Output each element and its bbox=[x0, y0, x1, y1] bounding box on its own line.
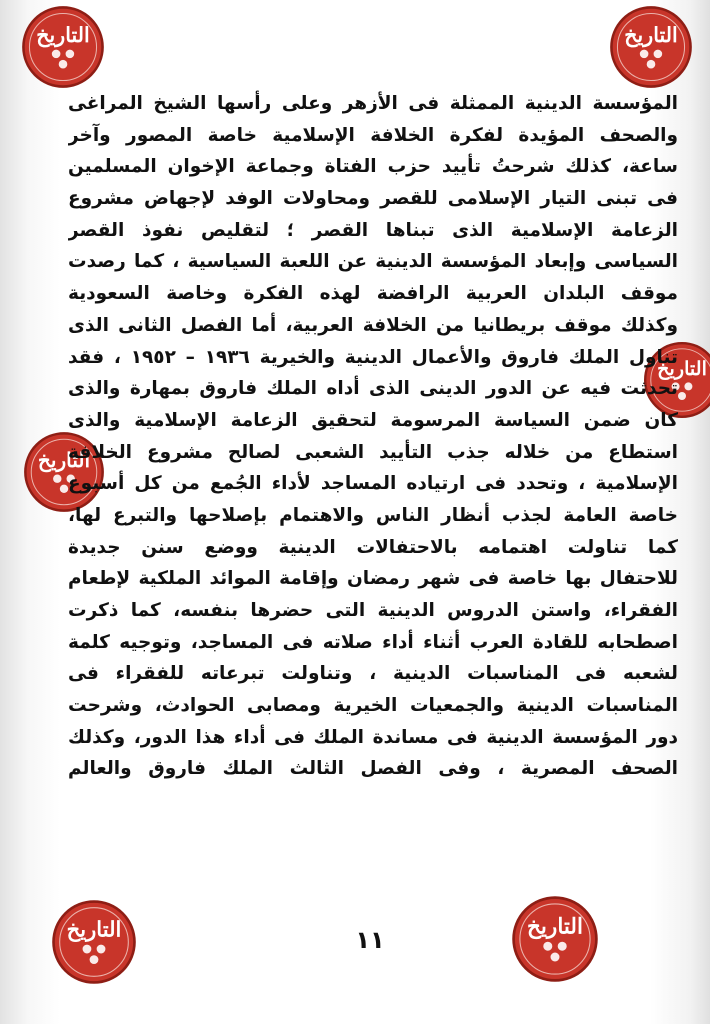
watermark-stamp-icon bbox=[20, 4, 106, 90]
watermark-stamp-icon bbox=[50, 898, 138, 986]
svg-text:التاريخ: التاريخ bbox=[36, 22, 90, 47]
svg-text:التاريخ: التاريخ bbox=[66, 916, 122, 942]
text-line: دور المؤسسة الدينية فى مساندة الملك فى أداء هذا الدور، وكذلك bbox=[68, 726, 678, 748]
text-line: والصحف المؤيدة لفكرة الخلافة الإسلامية خاصة المصور وآخر bbox=[68, 124, 678, 146]
svg-text:التاريخ: التاريخ bbox=[37, 447, 91, 472]
text-line: المؤسسة الدينية الممثلة فى الأزهر وعلى رأسها الشيخ المراغى bbox=[68, 93, 678, 114]
text-line: الفقراء، واستن الدروس الدينية التى حضرها بنفسه، كما ذكرت bbox=[68, 600, 678, 621]
text-line: تناول الملك فاروق والأعمال الدينية والخيرية ١٩٣٦ – ١٩٥٢ ، فقد bbox=[68, 346, 678, 368]
svg-text:التاريخ: التاريخ bbox=[526, 914, 584, 940]
svg-text:التاريخ: التاريخ bbox=[657, 357, 707, 381]
text-line: فى تبنى التيار الإسلامى للقصر ومحاولات الوفد لإجهاض مشروع bbox=[68, 188, 678, 210]
text-line: ساعة، كذلك شرحتُ تأييد حزب الفتاة وجماعة الإخوان المسلمين bbox=[68, 156, 678, 178]
page-number: ١١ bbox=[355, 926, 385, 954]
watermark-stamp-graphic bbox=[608, 4, 694, 90]
text-line: كما تناولت اهتمامه بالاحتفالات الدينية ووضع سنن جديدة bbox=[68, 536, 678, 558]
text-line: وكذلك موقف بريطانيا من الخلافة العربية، أما الفصل الثانى الذى bbox=[68, 314, 678, 336]
text-line: تحدثت فيه عن الدور الدينى الذى أداه الملك فاروق بمهارة والذى bbox=[68, 378, 678, 400]
text-line: موقف البلدان العربية الرافضة لهذه الفكرة وخاصة السعودية bbox=[68, 283, 678, 305]
watermark-stamp-graphic bbox=[20, 4, 106, 90]
text-line: خاصة العامة لجذب أنظار الناس والاهتمام بإصلاحها والتبرع لها، bbox=[68, 504, 678, 526]
text-line: الإسلامية ، وتحدد فى ارتياده المساجد لأداء الجُمع من كل أسبوع bbox=[68, 473, 678, 495]
watermark-stamp-graphic bbox=[50, 898, 138, 986]
text-line: لشعبه فى المناسبات الدينية ، وتناولت تبرعاته للفقراء فى bbox=[68, 663, 678, 685]
svg-text:التاريخ: التاريخ bbox=[624, 22, 678, 47]
text-line: الصحف المصرية ، وفى الفصل الثالث الملك فاروق والعالم bbox=[68, 758, 678, 780]
text-line: استطاع من خلاله جذب التأييد الشعبى لصالح مشروع الخلافة bbox=[68, 441, 678, 463]
text-line: للاحتفال بها خاصة فى شهر رمضان وإقامة الموائد الملكية لإطعام bbox=[68, 568, 678, 590]
text-line: المناسبات الدينية والجمعيات الخيرية ومصابى الحوادث، وشرحت bbox=[68, 695, 678, 717]
watermark-stamp-icon bbox=[510, 894, 600, 984]
watermark-stamp-icon bbox=[608, 4, 694, 90]
text-line: كان ضمن السياسة المرسومة لتحقيق الزعامة الإسلامية والذى bbox=[68, 409, 678, 431]
body-paragraph bbox=[68, 88, 678, 785]
watermark-stamp-graphic bbox=[510, 894, 600, 984]
text-line: اصطحابه للقادة العرب أثناء أداء صلاته فى المساجد، وتوجيه كلمة bbox=[68, 631, 678, 653]
text-line: السياسى وإبعاد المؤسسة الدينية عن اللعبة السياسية ، كما رصدت bbox=[68, 251, 678, 273]
text-line: الزعامة الإسلامية الذى تبناها القصر ؛ لتقليص نفوذ القصر bbox=[68, 219, 678, 241]
